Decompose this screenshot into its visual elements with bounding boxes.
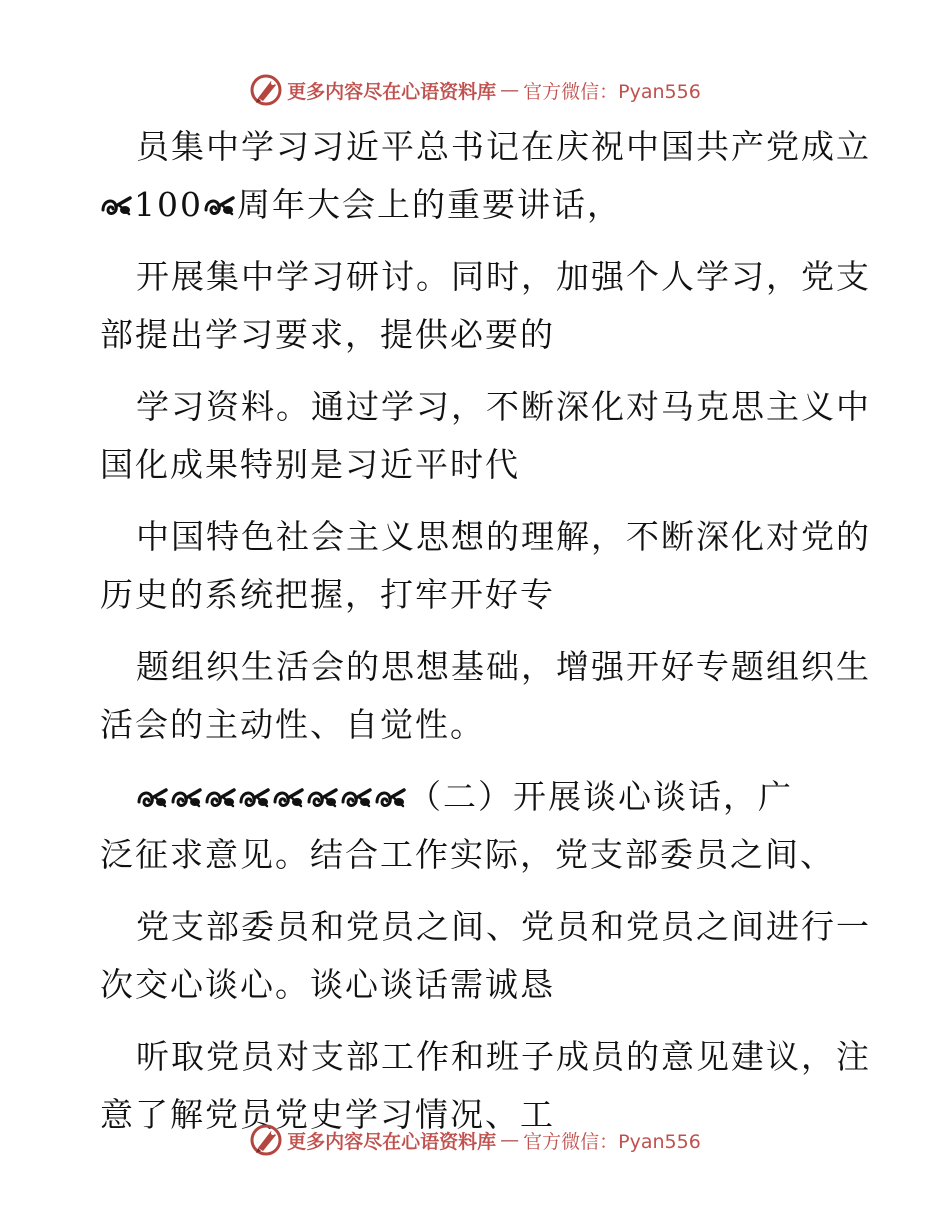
text-line-1: 员集中学习习近平总书记在庆祝中国共产党成立 <box>136 127 871 166</box>
header-brand-text: 更多内容尽在心语资料库 <box>287 80 497 103</box>
header-contact-text: 官方微信：Pyan556 <box>523 80 701 103</box>
page-footer-watermark <box>0 1120 950 1160</box>
ornament-icon <box>238 772 272 802</box>
text-line-10: 活会的主动性、自觉性。 <box>100 705 485 744</box>
footer-brand-text: 更多内容尽在心语资料库 <box>287 1130 497 1153</box>
ornament-icon <box>100 180 134 210</box>
text-line-2-rest: 周年大会上的重要讲话， <box>237 185 622 224</box>
ornament-icon <box>170 772 204 802</box>
text-line-13: 党支部委员和党员之间、党员和党员之间进行一 <box>136 907 871 946</box>
text-line-4: 部提出学习要求，提供必要的 <box>100 315 555 354</box>
text-line-3: 开展集中学习研讨。同时，加强个人学习，党支 <box>136 257 871 296</box>
text-line-2 <box>100 176 860 234</box>
anniversary-number: 100 <box>134 185 203 224</box>
footer-contact-text: 官方微信：Pyan556 <box>523 1130 701 1153</box>
ornament-icon <box>203 180 237 210</box>
text-line-9: 题组织生活会的思想基础，增强开好专题组织生 <box>136 647 871 686</box>
text-line-12: 泛征求意见。结合工作实际，党支部委员之间、 <box>100 835 835 874</box>
ornament-icon <box>374 772 408 802</box>
section-heading: （二）开展谈心谈话，广 <box>408 777 793 816</box>
text-line-15: 听取党员对支部工作和班子成员的意见建议，注 <box>136 1037 871 1076</box>
text-line-11 <box>100 768 860 826</box>
ornament-icon <box>136 772 170 802</box>
text-line-14: 次交心谈心。谈心谈话需诚恳 <box>100 965 555 1004</box>
pen-circle-logo-icon <box>249 1123 283 1157</box>
page-header-watermark <box>0 70 950 110</box>
text-line-8: 历史的系统把握，打牢开好专 <box>100 575 555 614</box>
document-body <box>100 118 871 1144</box>
pen-circle-logo-icon <box>249 73 283 107</box>
text-line-5: 学习资料。通过学习，不断深化对马克思主义中 <box>136 387 871 426</box>
ornament-icon <box>272 772 306 802</box>
text-line-6: 国化成果特别是习近平时代 <box>100 445 520 484</box>
ornament-icon <box>204 772 238 802</box>
ornament-icon <box>306 772 340 802</box>
text-line-7: 中国特色社会主义思想的理解，不断深化对党的 <box>136 517 871 556</box>
text-line-16: 意了解党员党史学习情况、工 <box>100 1095 555 1134</box>
ornament-icon <box>340 772 374 802</box>
header-dash: — <box>500 79 520 101</box>
footer-dash: — <box>500 1129 520 1151</box>
